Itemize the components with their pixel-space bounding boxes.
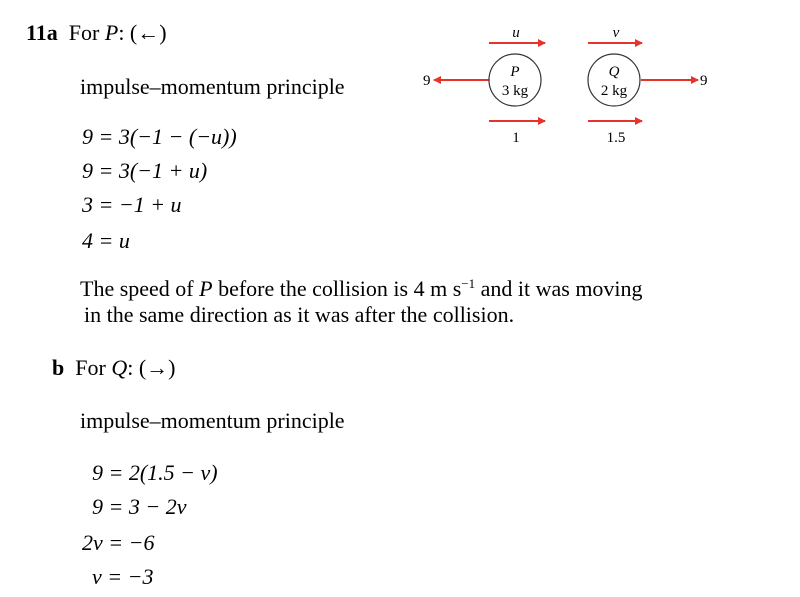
part-a-direction: : (←) bbox=[118, 20, 167, 45]
velocity-label-q-after: 1.5 bbox=[606, 130, 626, 146]
impulse-label-left: 9 bbox=[423, 73, 431, 89]
part-b-for: For bbox=[75, 355, 106, 380]
part-a-letter: a bbox=[46, 20, 58, 45]
part-b-step-4: v = −3 bbox=[92, 564, 154, 589]
velocity-label-p-after: 1 bbox=[512, 130, 520, 146]
conclusion-particle: P bbox=[199, 276, 213, 301]
part-a-step-4: 4 = u bbox=[82, 228, 130, 253]
question-number: 11 bbox=[26, 20, 47, 45]
conclusion-text-start: The speed of bbox=[80, 276, 194, 301]
particle-q-mass: 2 kg bbox=[600, 83, 628, 99]
part-b-letter: b bbox=[52, 355, 65, 380]
part-a-particle: P bbox=[104, 20, 119, 45]
part-a-conclusion-line-2: in the same direction as it was after the collision. bbox=[84, 302, 515, 327]
part-a-principle: impulse–momentum principle bbox=[80, 74, 345, 99]
velocity-label-p-before: u bbox=[512, 25, 520, 41]
conclusion-text-end: and it was moving bbox=[480, 276, 643, 301]
part-a-step-3: 3 = −1 + u bbox=[82, 192, 182, 217]
part-a-step-2: 9 = 3(−1 + u) bbox=[82, 158, 208, 183]
part-b-step-3: 2v = −6 bbox=[82, 530, 155, 555]
part-b-step-1: 9 = 2(1.5 − v) bbox=[92, 460, 218, 485]
particle-q-name: Q bbox=[608, 64, 620, 80]
part-b-particle: Q bbox=[111, 355, 128, 380]
part-b-step-2: 9 = 3 − 2v bbox=[92, 494, 187, 519]
part-b-direction: : (→) bbox=[127, 355, 176, 380]
part-a-for: For bbox=[68, 20, 100, 45]
particle-p-mass: 3 kg bbox=[501, 83, 529, 99]
particle-p-name: P bbox=[510, 64, 520, 80]
part-a-step-1: 9 = 3(−1 − (−u)) bbox=[82, 124, 237, 149]
impulse-label-right: 9 bbox=[700, 73, 708, 89]
conclusion-text-mid: before the collision is 4 m s bbox=[218, 276, 462, 301]
conclusion-unit-exponent: −1 bbox=[461, 276, 476, 291]
part-b-principle: impulse–momentum principle bbox=[80, 408, 345, 433]
velocity-label-q-before: v bbox=[612, 25, 620, 41]
